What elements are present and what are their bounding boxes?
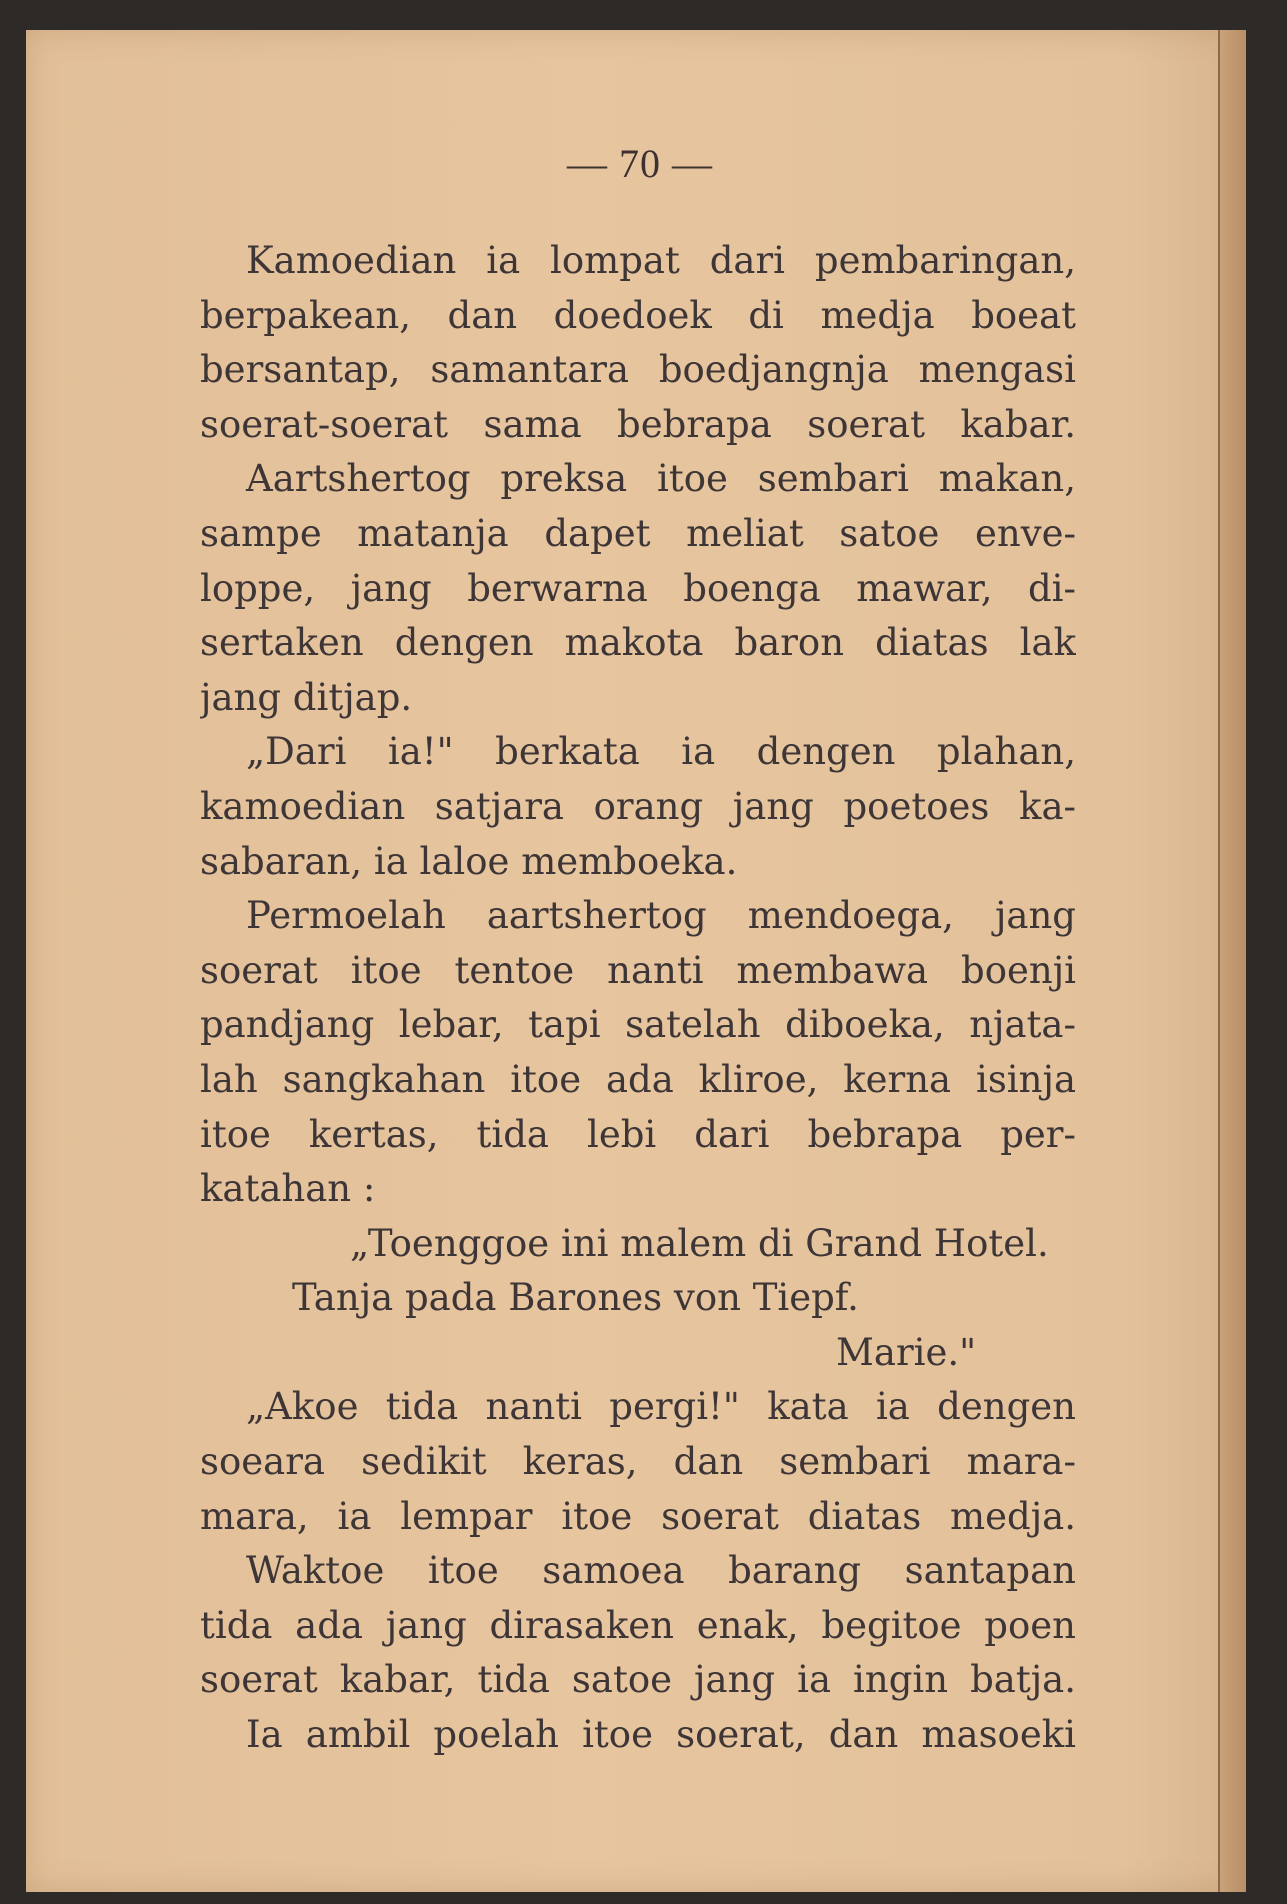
- text-line: Kamoedian ia lompat dari pembaringan,: [246, 239, 1076, 282]
- text-line: pandjang lebar, tapi satelah diboeka, njata-: [200, 1003, 1076, 1047]
- text-line: sampe matanja dapet meliat satoe enve-: [200, 511, 1076, 555]
- text-line: „Akoe tida nanti pergi!" kata ia dengen: [246, 1385, 1076, 1429]
- text-line: katahan :: [200, 1167, 376, 1211]
- text-line: Aartshertog preksa itoe sembari makan,: [246, 457, 1076, 501]
- text-line: bersantap, samantara boedjangnja mengasi: [200, 348, 1076, 392]
- letter-line: „Toenggoe ini malem di Grand Hotel.: [350, 1221, 1049, 1265]
- letter-signature: Marie.": [836, 1330, 977, 1374]
- text-line: Waktoe itoe samoea barang santapan: [246, 1549, 1076, 1593]
- text-line: lah sangkahan itoe ada kliroe, kerna isinja: [200, 1057, 1076, 1101]
- text-line: mara, ia lempar itoe soerat diatas medja.: [200, 1494, 1076, 1538]
- body-text: [200, 234, 1076, 1763]
- text-line: loppe, jang berwarna boenga mawar, di-: [200, 566, 1076, 610]
- text-line: soerat-soerat sama bebrapa soerat kabar.: [200, 402, 1076, 446]
- text-line: jang ditjap.: [200, 675, 413, 719]
- text-line: sertaken dengen makota baron diatas lak: [200, 621, 1076, 665]
- letter-line: Tanja pada Barones von Tiepf.: [292, 1276, 859, 1320]
- page-edge: [1218, 30, 1246, 1892]
- text-line: itoe kertas, tida lebi dari bebrapa per-: [200, 1112, 1076, 1156]
- text-line: „Dari ia!" berkata ia dengen plahan,: [246, 730, 1076, 774]
- text-line: berpakean, dan doedoek di medja boeat: [200, 293, 1076, 337]
- text-line: sabaran, ia laloe memboeka.: [200, 839, 738, 883]
- text-line: tida ada jang dirasaken enak, begitoe poen: [200, 1603, 1076, 1647]
- text-line: Permoelah aartshertog mendoega, jang: [246, 894, 1076, 938]
- text-line: soerat itoe tentoe nanti membawa boenji: [200, 948, 1076, 992]
- text-line: soeara sedikit keras, dan sembari mara-: [200, 1440, 1076, 1484]
- text-line: soerat kabar, tida satoe jang ia ingin batja.: [200, 1658, 1076, 1702]
- text-line: Ia ambil poelah itoe soerat, dan masoeki: [246, 1713, 1076, 1757]
- text-line: kamoedian satjara orang jang poetoes ka-: [200, 784, 1076, 828]
- page-number: — 70 —: [567, 141, 713, 186]
